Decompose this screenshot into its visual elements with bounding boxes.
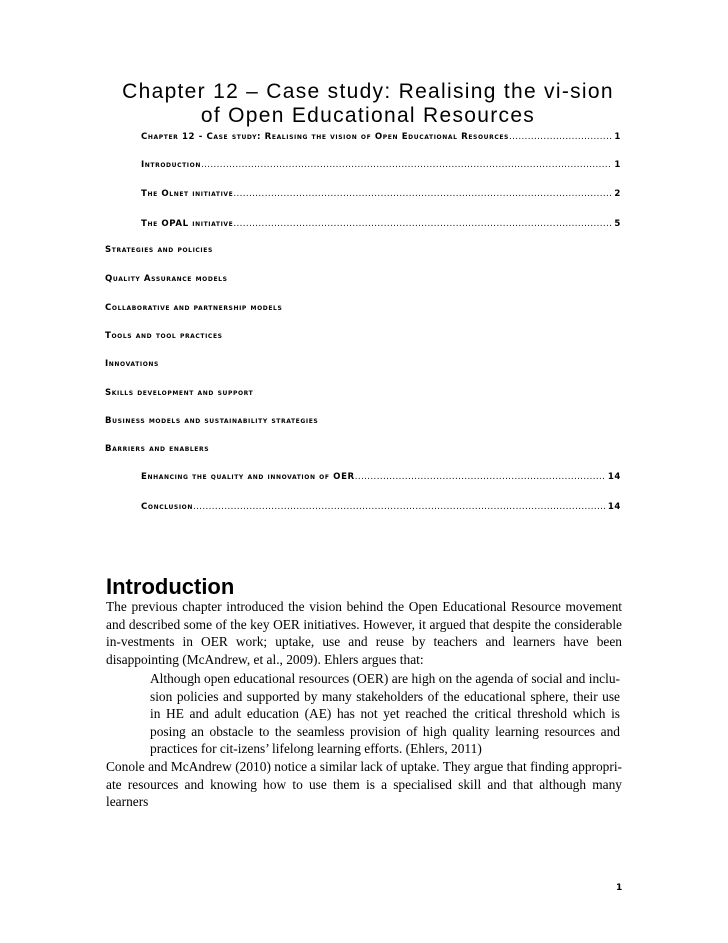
toc-entry-label: Introduction [141, 160, 201, 170]
toc-entry-barriers[interactable] [105, 444, 625, 460]
toc-entry-business-models[interactable] [105, 416, 625, 432]
toc-entry-label: Strategies and policies [105, 245, 213, 255]
toc-entry-label: Business models and sustainability strategies [105, 416, 319, 426]
toc-entry-label: Collaborative and partnership models [105, 303, 283, 313]
toc-leader-dots [509, 132, 612, 142]
toc-entry-label: Conclusion [141, 502, 193, 512]
toc-entry-label: Chapter 12 - Case study: Realising the vision of Open Educational Resources [141, 132, 509, 142]
toc-entry-quality-assurance[interactable] [105, 274, 625, 290]
toc-entry-label: Skills development and support [105, 388, 254, 398]
page-number: 1 [616, 883, 623, 893]
toc-entry-label: Innovations [105, 359, 159, 369]
toc-entry-enhancing[interactable] [141, 472, 621, 488]
toc-entry-page: 14 [607, 502, 621, 512]
toc-entry-introduction[interactable] [141, 160, 621, 176]
toc-leader-dots [233, 189, 612, 199]
toc-entry-label: Tools and tool practices [105, 331, 223, 341]
toc-entry-opal[interactable] [141, 219, 621, 235]
toc-leader-dots [355, 472, 606, 482]
chapter-title: Chapter 12 – Case study: Realising the vi-sion of Open Educational Resources [122, 80, 614, 127]
introduction-heading: Introduction [106, 574, 235, 599]
toc-entry-collaborative[interactable] [105, 303, 625, 319]
toc-entry-label: The Olnet initiative [141, 189, 234, 199]
toc-entry-page: 1 [614, 132, 621, 142]
toc-entry-skills[interactable] [105, 388, 625, 404]
toc-entry-page: 14 [607, 472, 621, 482]
toc-entry-page: 1 [614, 160, 621, 170]
toc-leader-dots [233, 219, 612, 229]
toc-entry-innovations[interactable] [105, 359, 625, 375]
body-paragraph: Conole and McAndrew (2010) notice a similar lack of uptake. They argue that finding appropri-ate resources and knowing how to use them is a specialised skill and that although many learners [106, 759, 622, 810]
toc-leader-dots [193, 502, 606, 512]
toc-entry-tools[interactable] [105, 331, 625, 347]
toc-entry-label: Quality Assurance models [105, 274, 228, 284]
toc-entry-label: Enhancing the quality and innovation of OER [141, 472, 355, 482]
toc-entry-page: 5 [614, 219, 621, 229]
toc-entry-strategies[interactable] [105, 245, 625, 261]
toc-entry-conclusion[interactable] [141, 502, 621, 518]
toc-entry-label: Barriers and enablers [105, 444, 210, 454]
toc-entry-chapter-12[interactable] [141, 132, 621, 148]
toc-entry-olnet[interactable] [141, 189, 621, 205]
toc-entry-label: The OPAL initiative [141, 219, 234, 229]
toc-entry-page: 2 [614, 189, 621, 199]
block-quote: Although open educational resources (OER) are high on the agenda of social and inclu-sion policies and supported by many stakeholders of the educational sphere, their use in HE and adult education (AE) has not yet reached the critical threshold which is posing an obstacle to the seamless provision of high quality learning resources and practices for cit-izens’ lifelong learning efforts. (Ehlers, 2011) [150, 671, 620, 757]
introduction-paragraph: The previous chapter introduced the vision behind the Open Educational Resource movement and described some of the key OER initiatives. However, it argued that despite the considerable in-vestments in OER work; uptake, use and reuse by teachers and learners have been disappointing (McAndrew, et al., 2009). Ehlers argues that: [106, 599, 622, 667]
toc-leader-dots [201, 160, 612, 170]
